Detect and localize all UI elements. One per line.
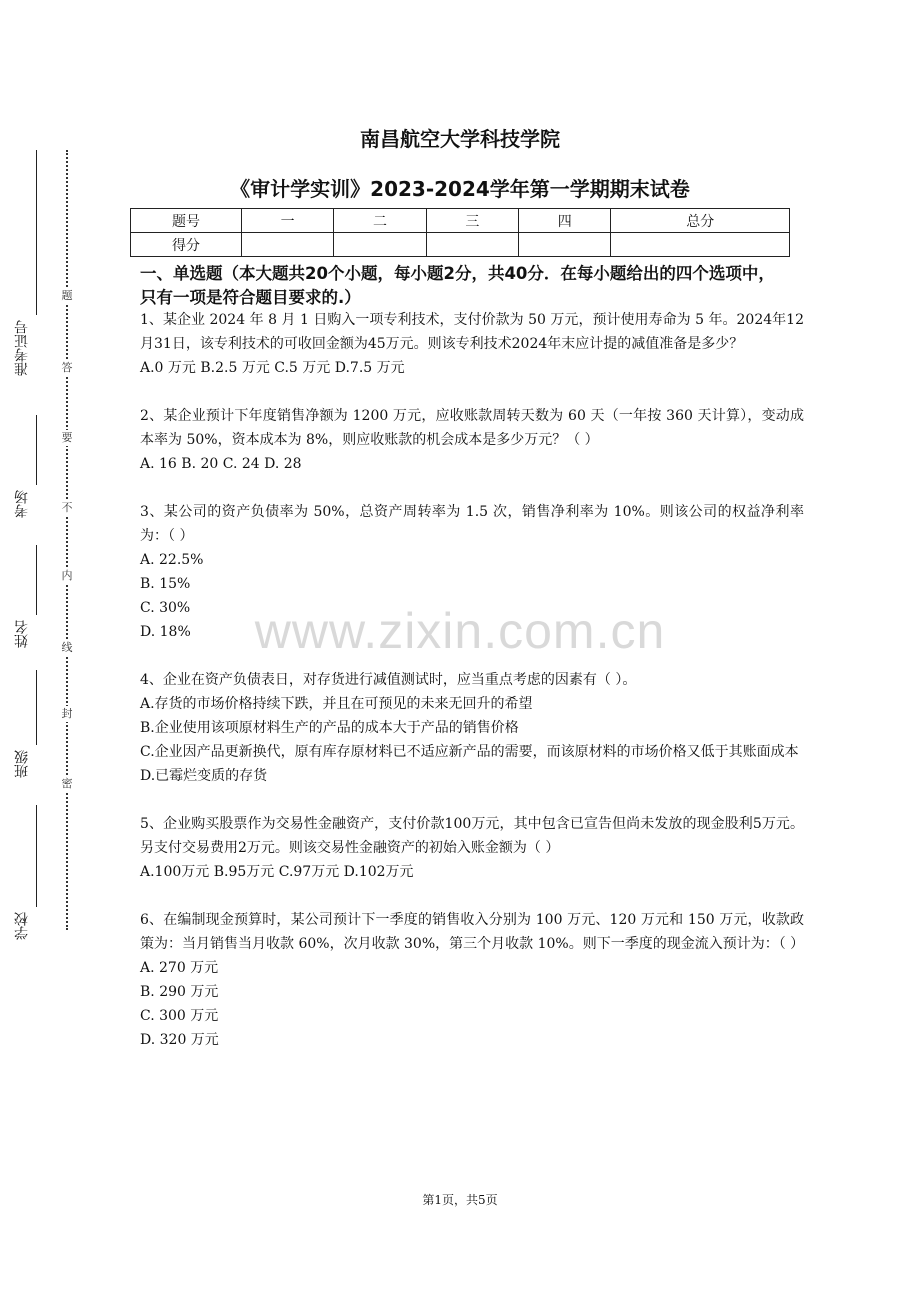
field-exam-room-line bbox=[36, 415, 37, 485]
question-stem: 6、在编制现金预算时，某公司预计下一季度的销售收入分别为 100 万元、120 万元和 150 万元，收款政策为：当月销售当月收款 60%，次月收款 30%，第三个月收款 10%。则下一季度的现金流入预计为：（ ） bbox=[140, 912, 805, 952]
question-stem: 4、企业在资产负债表日，对存货进行减值测试时，应当重点考虑的因素有（ ）。 bbox=[140, 672, 637, 688]
score-cell: 一 bbox=[242, 209, 334, 233]
seal-char: 要 bbox=[59, 430, 75, 446]
question-option: A. 22.5% bbox=[140, 552, 204, 568]
field-exam-room: 考场 bbox=[14, 490, 30, 518]
question-option: C. 30% bbox=[140, 600, 191, 616]
question-option: D. 18% bbox=[140, 624, 191, 640]
score-cell: 二 bbox=[334, 209, 426, 233]
question-1 bbox=[140, 308, 804, 380]
seal-dotted-line bbox=[66, 150, 68, 930]
score-entry-cell[interactable] bbox=[519, 233, 611, 257]
question-option: B. 290 万元 bbox=[140, 984, 219, 1000]
question-option: D. 320 万元 bbox=[140, 1032, 219, 1048]
question-stem: 3、某公司的资产负债率为 50%，总资产周转率为 1.5 次，销售净利率为 10%。则该公司的权益净利率为：（ ） bbox=[140, 504, 804, 544]
score-entry-cell[interactable] bbox=[334, 233, 426, 257]
question-option: C. 300 万元 bbox=[140, 1008, 219, 1024]
score-row-label: 得分 bbox=[131, 233, 242, 257]
score-cell: 总分 bbox=[611, 209, 790, 233]
exam-title: 《审计学实训》2023-2024学年第一学期期末试卷 bbox=[230, 177, 690, 201]
seal-char: 题 bbox=[59, 288, 75, 304]
score-entry-cell[interactable] bbox=[242, 233, 334, 257]
watermark: www.zixin.com.cn bbox=[254, 603, 666, 659]
page-footer: 第1页，共5页 bbox=[422, 1193, 498, 1207]
question-stem: 5、企业购买股票作为交易性金融资产，支付价款100万元，其中包含已宣告但尚未发放的现金股利5万元。另支付交易费用2万元。则该交易性金融资产的初始入账金额为（ ） bbox=[140, 816, 804, 856]
question-option: B.企业使用该项原材料生产的产品的成本大于产品的销售价格 bbox=[140, 720, 519, 736]
field-school: 学校 bbox=[14, 912, 30, 940]
score-entry-cell[interactable] bbox=[611, 233, 790, 257]
field-name-line bbox=[36, 545, 37, 615]
questions bbox=[140, 308, 804, 1076]
score-table-score-row bbox=[131, 233, 790, 257]
question-option: A.100万元 B.95万元 C.97万元 D.102万元 bbox=[140, 864, 414, 880]
field-exam-number: 准考证号 bbox=[14, 320, 30, 376]
score-cell: 三 bbox=[426, 209, 518, 233]
question-option: C.企业因产品更新换代，原有库存原材料已不适应新产品的需要，而该原材料的市场价格又低于其账面成本 bbox=[140, 744, 799, 760]
field-school-line bbox=[36, 805, 37, 907]
question-3 bbox=[140, 500, 804, 644]
question-stem: 2、某企业预计下年度销售净额为 1200 万元，应收账款周转天数为 60 天（一年按 360 天计算），变动成本率为 50%，资本成本为 8%，则应收账款的机会成本是多少万元？（ ） bbox=[140, 408, 804, 448]
question-2 bbox=[140, 404, 804, 476]
seal-char: 答 bbox=[59, 360, 75, 376]
field-name: 姓名 bbox=[14, 620, 30, 648]
seal-char: 封 bbox=[59, 706, 75, 722]
score-entry-cell[interactable] bbox=[426, 233, 518, 257]
question-option: D.已霉烂变质的存货 bbox=[140, 768, 268, 784]
score-cell: 题号 bbox=[131, 209, 242, 233]
binding-margin bbox=[0, 140, 80, 960]
question-4 bbox=[140, 668, 804, 788]
score-table-header-row bbox=[131, 209, 790, 233]
question-option: A. 270 万元 bbox=[140, 960, 219, 976]
question-option: A.0 万元 B.2.5 万元 C.5 万元 D.7.5 万元 bbox=[140, 360, 405, 376]
field-class: 班级 bbox=[14, 750, 30, 778]
seal-char: 线 bbox=[59, 640, 75, 656]
school-name: 南昌航空大学科技学院 bbox=[360, 127, 560, 151]
seal-char: 内 bbox=[59, 568, 75, 584]
question-option: A. 16 B. 20 C. 24 D. 28 bbox=[140, 456, 302, 472]
section-title: 一、单选题（本大题共20个小题，每小题2分，共40分．在每小题给出的四个选项中，只有一项是符合题目要求的.） bbox=[140, 264, 775, 307]
seal-char: 不 bbox=[59, 500, 75, 516]
question-5 bbox=[140, 812, 804, 884]
question-option: A.存货的市场价格持续下跌，并且在可预见的未来无回升的希望 bbox=[140, 696, 533, 712]
question-option: B. 15% bbox=[140, 576, 191, 592]
score-cell: 四 bbox=[519, 209, 611, 233]
question-stem: 1、某企业 2024 年 8 月 1 日购入一项专利技术，支付价款为 50 万元，预计使用寿命为 5 年。2024年12月31日，该专利技术的可收回金额为45万元。则该专利技术2024年末应计提的减值准备是多少？ bbox=[140, 312, 804, 352]
score-table bbox=[130, 208, 790, 257]
question-6 bbox=[140, 908, 804, 1052]
field-class-line bbox=[36, 670, 37, 745]
seal-char: 密 bbox=[59, 776, 75, 792]
